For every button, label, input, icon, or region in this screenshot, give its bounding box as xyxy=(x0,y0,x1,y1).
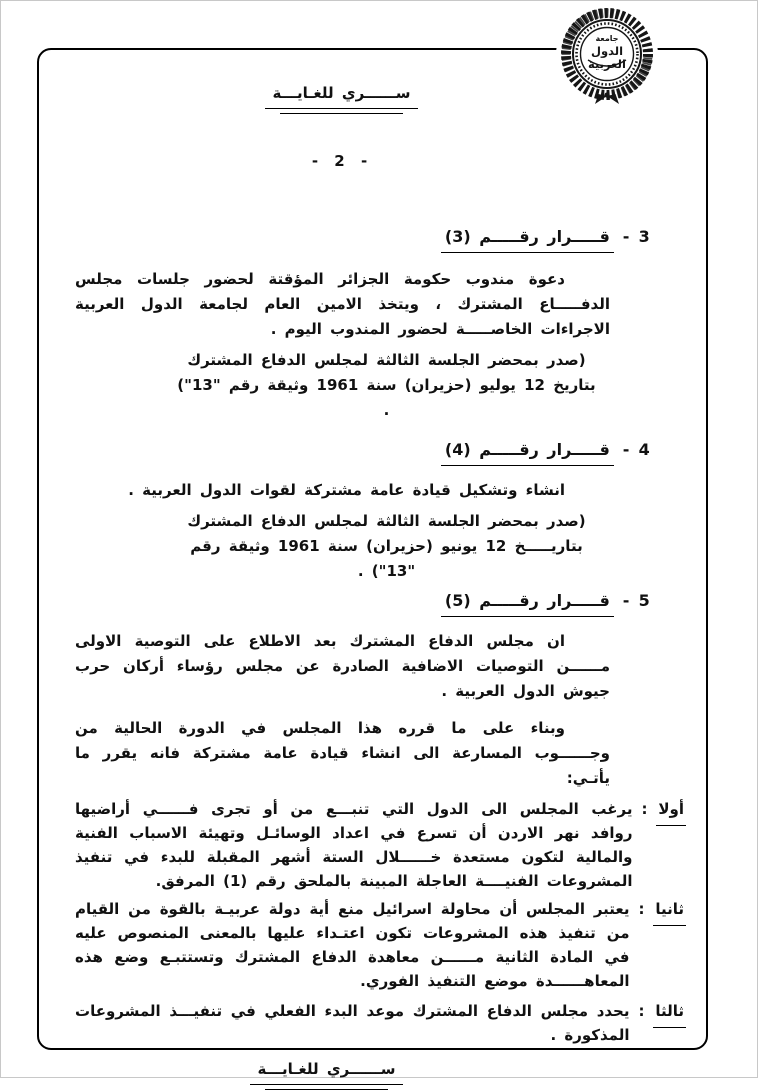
decision-5-title: قـــــرار رقـــــم (5) xyxy=(441,588,614,617)
decision-5-number: 5 - xyxy=(622,591,650,610)
decision-5-body2: وبناء على ما قرره هذا المجلس في الدورة الحالية من وجــــــوب المسارعة الى انشاء قيادة عامة مشتركة فانه يقرر ما يأتـي: xyxy=(75,719,610,787)
decision-3-body: دعوة مندوب حكومة الجزائر المؤقتة لحضور جلسات مجلس الدفـــــاع المشترك ، ويتخذ الامين العام لجامعة الدول العربية الاجراءات الخاصـــــة لحضور المندوب اليوم . xyxy=(75,270,610,338)
decision-4-heading xyxy=(67,437,650,466)
item-1-text: يرغب المجلس الى الدول التي تنبـــع من أو تجرى فــــــي أراضيها روافد نهر الاردن أن تسرع في اعداد الوسائـل وتهيئة الاسباب الفنية والمالية لتكون مستعدة خــــــلال الستة أشهر المقبلة للبدء في تنفيذ المشروعات الفنيــــة العاجلة المبينة بالملحق رقم (1) المرفق. xyxy=(75,800,633,890)
item-2-label: ثانيا : xyxy=(639,897,687,993)
decision-5-item-2 xyxy=(75,897,686,993)
item-3-text: يحدد مجلس الدفاع المشترك موعد البدء الفعلي في تنفيـــذ المشروعات المذكورة . xyxy=(75,1002,630,1044)
decision-3-source-note: (صدر بمحضر الجلسة الثالثة لمجلس الدفاع المشترك بتاريخ 12 يوليو (حزيران) سنة 1961 وثيقة رقم "13") . xyxy=(177,351,596,419)
classification-bottom-text: ســــــري للغـايـــة xyxy=(250,1057,404,1085)
decision-4-number: 4 - xyxy=(622,440,650,459)
decision-3-title: قـــــرار رقـــــم (3) xyxy=(441,224,614,253)
svg-text:العربية: العربية xyxy=(588,57,626,71)
document-content xyxy=(37,48,708,1085)
decision-3-heading xyxy=(67,224,650,253)
item-2-text: يعتبر المجلس أن محاولة اسرائيل منع أية دولة عربيـة بالقوة من القيام من تنفيذ هذه المشروعات تكون اعتـداء عليها بالمعنى المنصوص عليه في المادة الثانية مــــــن معاهدة الدفاع المشترك وتستتبـع وضع هذه المعاهــــــدة موضع التنفيذ الفوري. xyxy=(75,900,630,990)
svg-text:جامعة: جامعة xyxy=(595,34,619,43)
item-1-label: أولا : xyxy=(642,797,686,893)
decision-5-body: ان مجلس الدفاع المشترك بعد الاطلاع على التوصية الاولى مــــــن التوصيات الاضافية الصادرة عن مجلس رؤساء أركان حرب جيوش الدول العربية . xyxy=(75,632,610,700)
decision-4-body: انشاء وتشكيل قيادة عامة مشتركة لقوات الدول العربية . xyxy=(128,481,565,499)
decision-3-number: 3 - xyxy=(622,227,650,246)
svg-text:الدول: الدول xyxy=(590,44,624,58)
page-number: - 2 - xyxy=(311,152,372,170)
decision-5-item-3 xyxy=(75,999,686,1047)
decision-4-title: قـــــرار رقـــــم (4) xyxy=(441,437,614,466)
decision-4-source-note: (صدر بمحضر الجلسة الثالثة لمجلس الدفاع المشترك بتاريـــــخ 12 يونيو (حزيران) سنة 1961 وثيقة رقم "13") . xyxy=(187,512,586,580)
item-3-label: ثالثا : xyxy=(639,999,687,1047)
classification-footer xyxy=(67,1057,686,1085)
decision-5-item-1 xyxy=(75,797,686,893)
decision-5-heading xyxy=(67,588,650,617)
classification-top-text: ســــــري للغـايـــة xyxy=(265,81,419,109)
arab-league-seal-icon xyxy=(554,2,660,108)
